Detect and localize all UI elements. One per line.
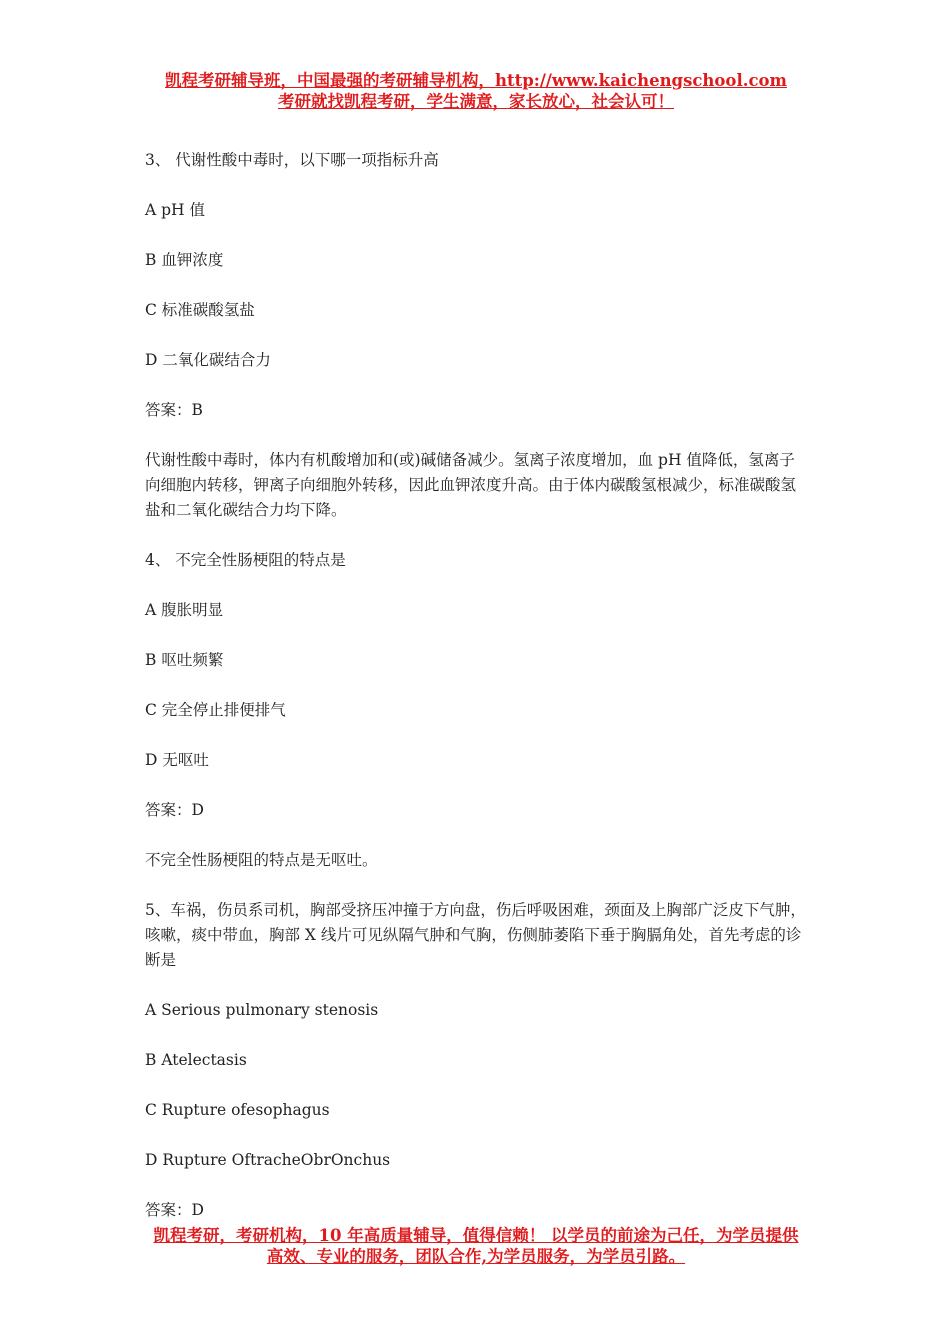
option-c: C 标准碳酸氢盐: [145, 301, 255, 319]
question-stem: 3、 代谢性酸中毒时，以下哪一项指标升高: [145, 151, 439, 169]
footer: [145, 1225, 807, 1267]
option-a: A 腹胀明显: [145, 601, 224, 619]
answer-line: 答案：D: [145, 801, 204, 819]
option-a: A pH 值: [145, 201, 205, 219]
option-c: C Rupture ofesophagus: [145, 1101, 330, 1119]
footer-line-1: 凯程考研，考研机构，10 年高质量辅导，值得信赖！ 以学员的前途为己任，为学员提供: [153, 1226, 799, 1245]
option-a: A Serious pulmonary stenosis: [145, 1001, 379, 1019]
answer-line: 答案：D: [145, 1201, 204, 1219]
option-d: D 二氧化碳结合力: [145, 351, 271, 369]
explanation: 代谢性酸中毒时，体内有机酸增加和(或)碱储备减少。氢离子浓度增加，血 pH 值降低，氢离子向细胞内转移，钾离子向细胞外转移，因此血钾浓度升高。由于体内碳酸氢根减少，标准碳酸氢盐和二氧化碳结合力均下降。: [145, 451, 797, 519]
header-line-2: 考研就找凯程考研，学生满意，家长放心，社会认可！: [278, 92, 674, 111]
option-b: B 呕吐频繁: [145, 651, 224, 669]
header-line-1[interactable]: 凯程考研辅导班，中国最强的考研辅导机构，http://www.kaichengschool.com: [165, 71, 787, 90]
answer-line: 答案：B: [145, 401, 203, 419]
document-body: [145, 148, 807, 1223]
option-d: D Rupture OftracheObrOnchus: [145, 1151, 391, 1169]
option-b: B Atelectasis: [145, 1051, 247, 1069]
option-b: B 血钾浓度: [145, 251, 224, 269]
question-stem: 5、车祸，伤员系司机，胸部受挤压冲撞于方向盘，伤后呼吸困难，颈面及上胸部广泛皮下气肿，咳嗽，痰中带血，胸部 X 线片可见纵隔气肿和气胸，伤侧肺萎陷下垂于胸膈角处，首先考虑的诊断是: [145, 901, 806, 969]
footer-line-2: 高效、专业的服务，团队合作,为学员服务，为学员引路。: [266, 1247, 686, 1266]
explanation: 不完全性肠梗阻的特点是无呕吐。: [145, 851, 378, 869]
option-c: C 完全停止排便排气: [145, 701, 286, 719]
question-stem: 4、 不完全性肠梗阻的特点是: [145, 551, 346, 569]
option-d: D 无呕吐: [145, 751, 209, 769]
